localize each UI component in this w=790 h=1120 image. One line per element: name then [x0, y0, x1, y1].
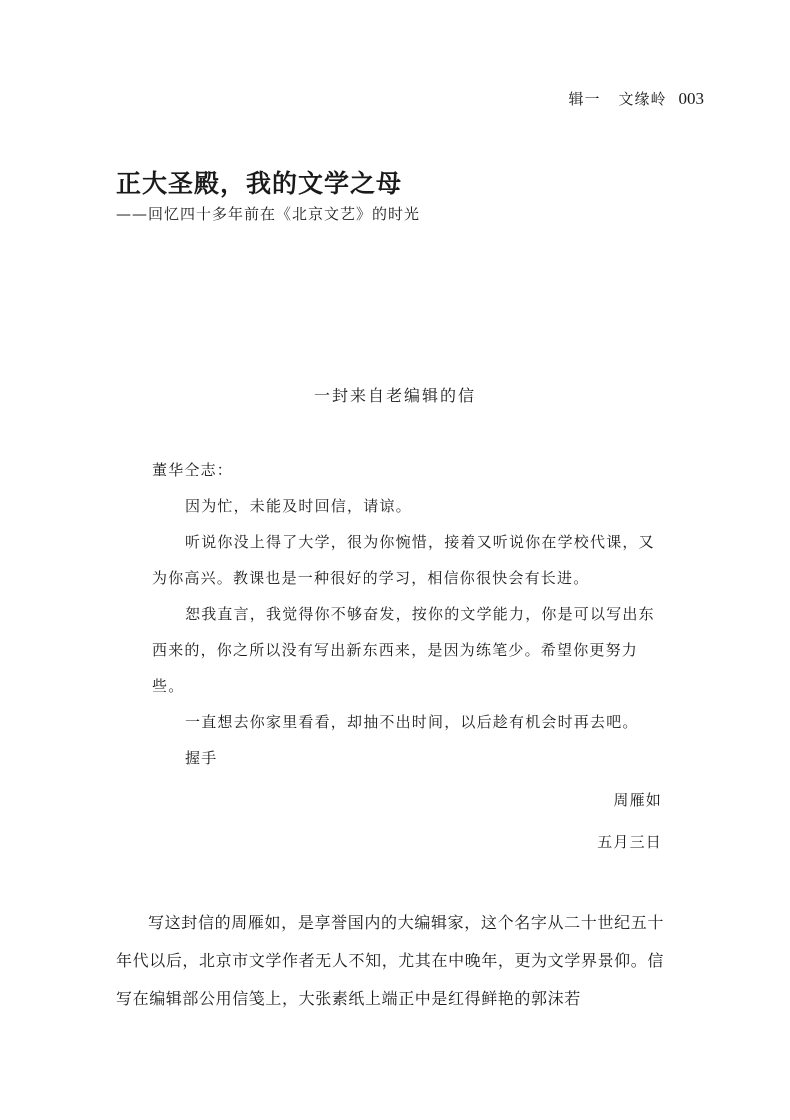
- chapter-subtitle: ——回忆四十多年前在《北京文艺》的时光: [116, 205, 421, 223]
- letter-paragraph: 恕我直言，我觉得你不够奋发，按你的文学能力，你是可以写出东西来的，你之所以没有写出新东西来，是因为练笔少。希望你更努力些。: [152, 605, 655, 695]
- running-head: [568, 88, 704, 109]
- letter-signature: 周雁如: [613, 791, 662, 809]
- body-text: [116, 904, 664, 1018]
- chapter-title: 正大圣殿，我的文学之母: [116, 169, 403, 198]
- letter-date: 五月三日: [597, 833, 662, 851]
- running-head-section: 文缘岭: [618, 90, 667, 108]
- letter-paragraph: 一直想去你家里看看，却抽不出时间，以后趁有机会时再去吧。: [185, 713, 639, 731]
- letter-paragraph: 听说你没上得了大学，很为你惋惜，接着又听说你在学校代课，又为你高兴。教课也是一种很好的学习，相信你很快会有长进。: [152, 533, 655, 587]
- page-number: 003: [678, 89, 704, 108]
- letter-block: [152, 452, 662, 860]
- running-head-part: 辑一: [568, 90, 601, 108]
- section-heading: 一封来自老编辑的信: [313, 386, 476, 405]
- letter-paragraph: 因为忙，未能及时回信，请谅。: [185, 497, 412, 515]
- letter-closing: 握手: [185, 749, 218, 767]
- body-paragraph: 写这封信的周雁如，是享誉国内的大编辑家，这个名字从二十世纪五十年代以后，北京市文学作者无人不知，尤其在中晚年，更为文学界景仰。信写在编辑部公用信笺上，大张素纸上端正中是红得鲜艳的郭沫若: [116, 913, 664, 1008]
- letter-salutation: 董华仝志：: [152, 461, 234, 479]
